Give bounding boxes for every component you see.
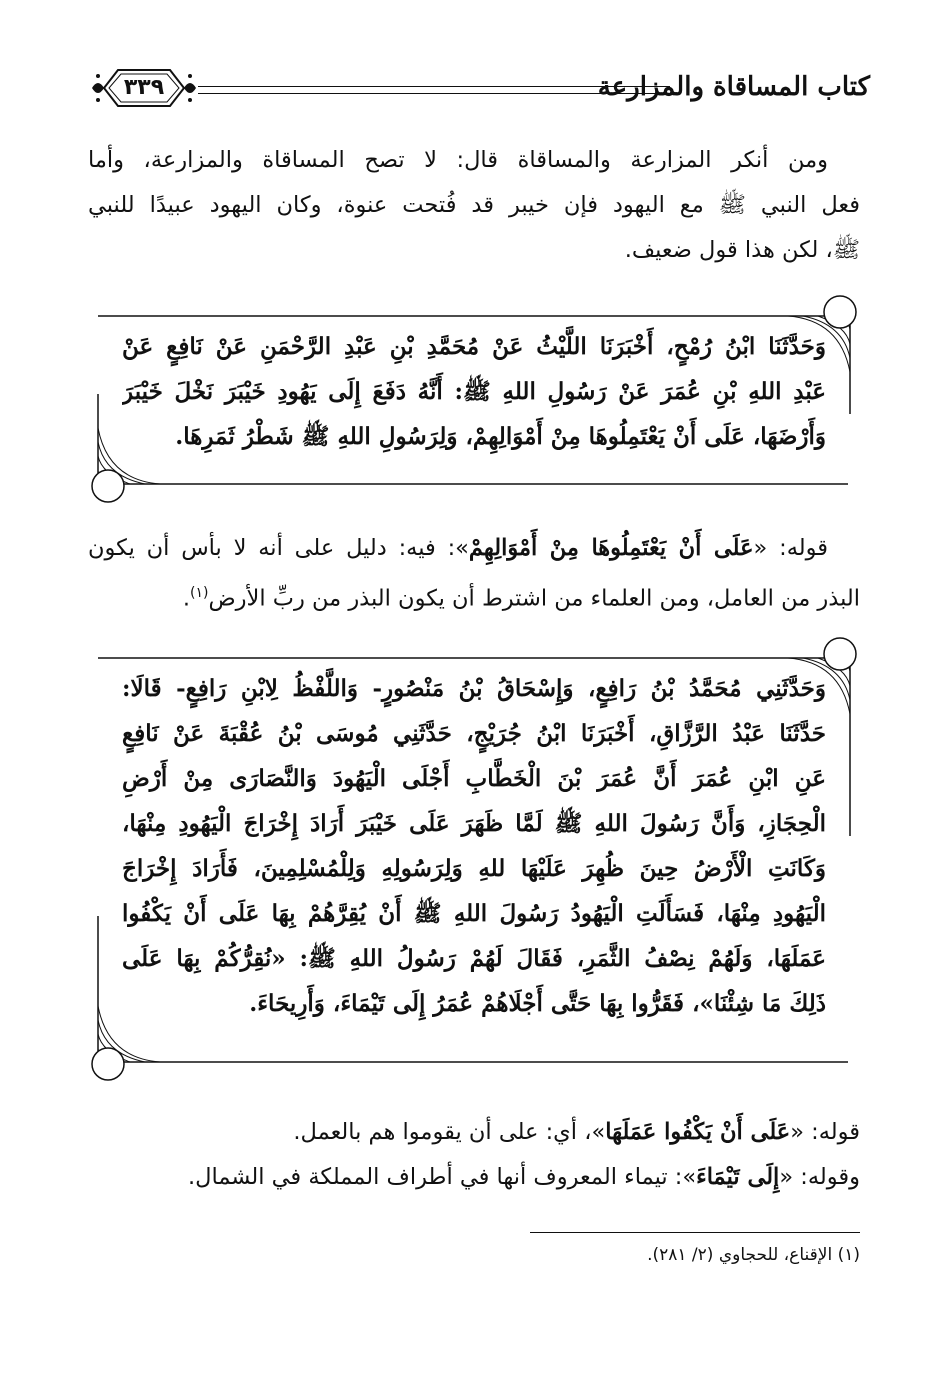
quoted-phrase: عَلَى أَنْ يَكْفُوا عَمَلَهَا xyxy=(605,1119,791,1145)
hadith-line: الْيَهُودِ مِنْهَا، فَسَأَلَتِ الْيَهُودُ رَسُولَ اللهِ ﷺ أَنْ يُقِرَّهُمْ بِهَا عَلَى أَنْ يَكْفُوا xyxy=(122,900,826,927)
commentary-line: قوله: «عَلَى أَنْ يَكْفُوا عَمَلَهَا»، أي: على أن يقوموا هم بالعمل. xyxy=(293,1119,860,1145)
commentary-paragraph-2 xyxy=(88,1110,860,1200)
commentary-line: قوله: «عَلَى أَنْ يَعْتَمِلُوهَا مِنْ أَمْوَالِهِمْ»: فيه: دليل على أنه لا بأس أن يكون xyxy=(88,535,828,561)
book-title: كتاب المساقاة والمزارعة xyxy=(597,72,870,102)
footnote-1: (١) الإقناع، للحجاوي (٢/ ٢٨١). xyxy=(647,1245,860,1265)
hadith-box-2 xyxy=(88,636,860,1078)
commentary-paragraph-1 xyxy=(88,526,860,616)
page-number: ٣٣٩ xyxy=(123,75,165,100)
intro-paragraph xyxy=(88,138,860,273)
hadith-box-1 xyxy=(88,294,860,500)
footnote-ref: (١) xyxy=(190,585,209,601)
hadith-line: الْحِجَازِ، وَأَنَّ رَسُولَ اللهِ ﷺ لَمَّا ظَهَرَ عَلَى خَيْبَرَ أَرَادَ إِخْرَاجَ الْيَهُودِ مِنْهَا، xyxy=(122,810,826,837)
hadith-2-text xyxy=(122,666,826,1026)
page-header xyxy=(90,58,870,118)
intro-line: ﷺ، لكن هذا قول ضعيف. xyxy=(624,237,860,263)
hadith-line: عَمَلَهَا، وَلَهُمْ نِصْفُ الثَّمَرِ، فَقَالَ لَهُمْ رَسُولُ اللهِ ﷺ: «نُقِرُّكُمْ بِهَا عَلَى xyxy=(122,945,826,972)
hadith-line: وَكَانَتِ الْأَرْضُ حِينَ ظُهِرَ عَلَيْهَا للهِ وَلِرَسُولِهِ وَلِلْمُسْلِمِينَ، فَأَرَادَ إِخْرَاجَ xyxy=(122,855,826,882)
hadith-line: حَدَّثَنَا عَبْدُ الرَّزَّاقِ، أَخْبَرَنَا ابْنُ جُرَيْجٍ، حَدَّثَنِي مُوسَى بْنُ عُقْبَةَ عَنْ نَافِعٍ xyxy=(122,720,826,747)
footnote-divider xyxy=(530,1232,860,1233)
commentary-line: البذر من العامل، ومن العلماء من اشترط أن يكون البذر من ربِّ الأرض$^{(١)}$. xyxy=(182,585,860,612)
hadith-line: عَبْدِ اللهِ بْنِ عُمَرَ عَنْ رَسُولِ اللهِ ﷺ: أَنَّهُ دَفَعَ إِلَى يَهُودِ خَيْبَرَ نَخْلَ خَيْبَرَ xyxy=(122,378,826,405)
commentary-line: وقوله: «إِلَى تَيْمَاءَ»: تيماء المعروف أنها في أطراف المملكة في الشمال. xyxy=(187,1164,860,1190)
hadith-line: وَأَرْضَهَا، عَلَى أَنْ يَعْتَمِلُوهَا مِنْ أَمْوَالِهِمْ، وَلِرَسُولِ اللهِ ﷺ شَطْرُ ثَمَرِهَا. xyxy=(175,423,826,450)
hadith-1-text xyxy=(122,324,826,459)
quoted-phrase: إِلَى تَيْمَاءَ xyxy=(696,1164,780,1190)
hadith-line: وَحَدَّثَنِي مُحَمَّدُ بْنُ رَافِعٍ، وَإِسْحَاقُ بْنُ مَنْصُورٍ- وَاللَّفْظُ لِابْنِ رَافِعٍ- قَالَا: xyxy=(122,675,826,702)
hadith-line: ذَلِكَ مَا شِئْنَا»، فَقَرُّوا بِهَا حَتَّى أَجْلَاهُمْ عُمَرُ إِلَى تَيْمَاءَ، وَأَرِيحَاءَ. xyxy=(249,990,826,1017)
header-rule xyxy=(198,86,670,94)
intro-line: ومن أنكر المزارعة والمساقاة قال: لا تصح المساقاة والمزارعة، وأما xyxy=(88,147,828,173)
quoted-phrase: عَلَى أَنْ يَعْتَمِلُوهَا مِنْ أَمْوَالِهِمْ xyxy=(468,535,754,561)
hadith-line: وَحَدَّثَنَا ابْنُ رُمْحٍ، أَخْبَرَنَا اللَّيْثُ عَنْ مُحَمَّدِ بْنِ عَبْدِ الرَّحْمَنِ عَنْ نَافِعٍ عَنْ xyxy=(122,333,826,360)
intro-line: فعل النبي ﷺ مع اليهود فإن خيبر قد فُتحت عنوة، وكان اليهود عبيدًا للنبي xyxy=(88,192,860,218)
hadith-line: عَنِ ابْنِ عُمَرَ أَنَّ عُمَرَ بْنَ الْخَطَّابِ أَجْلَى الْيَهُودَ وَالنَّصَارَى مِنْ أَرْضِ xyxy=(122,765,826,792)
